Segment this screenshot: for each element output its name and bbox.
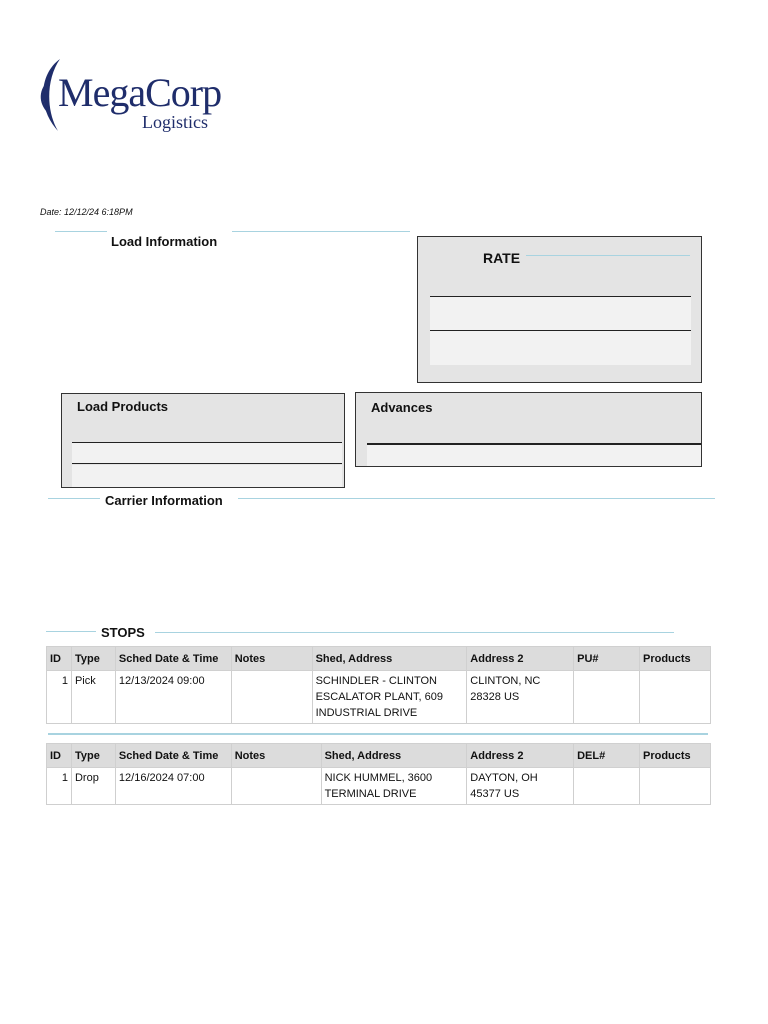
drop-stops-table [46, 743, 711, 805]
cell-id: 1 [47, 671, 72, 724]
pickup-stops-table [46, 646, 711, 724]
divider-rule [155, 632, 674, 633]
table-header-row [47, 744, 711, 768]
section-title-load-information: Load Information [111, 234, 218, 249]
column-header: Type [71, 647, 115, 671]
cell-sched: 12/13/2024 09:00 [115, 671, 231, 724]
rate-title: RATE [483, 250, 521, 266]
rate-row [430, 331, 691, 365]
cell-sched: 12/16/2024 07:00 [115, 768, 231, 805]
print-date: Date: 12/12/24 6:18PM [40, 207, 133, 217]
divider-line [367, 443, 701, 445]
product-row [72, 443, 342, 463]
cell-notes [231, 768, 321, 805]
advances-panel [355, 392, 702, 467]
cell-products [640, 768, 711, 805]
section-title-stops: STOPS [101, 625, 145, 640]
column-header: Type [71, 744, 115, 768]
advance-row [367, 444, 701, 466]
rate-panel [417, 236, 702, 383]
divider-rule [46, 631, 96, 632]
column-header: Shed, Address [321, 744, 467, 768]
cell-del-number [574, 768, 640, 805]
column-header: Products [640, 647, 711, 671]
column-header: Sched Date & Time [115, 647, 231, 671]
cell-address2: CLINTON, NC 28328 US [467, 671, 574, 724]
company-logo [30, 55, 240, 135]
column-header: Address 2 [467, 647, 574, 671]
product-row [72, 465, 342, 487]
cell-products [640, 671, 711, 724]
table-row [47, 671, 711, 724]
section-title-carrier-information: Carrier Information [105, 493, 223, 508]
column-header: Address 2 [467, 744, 574, 768]
rate-row [430, 297, 691, 330]
column-header: ID [47, 744, 72, 768]
divider-rule [238, 498, 715, 499]
cell-type: Pick [71, 671, 115, 724]
divider-rule [48, 733, 708, 735]
cell-address2: DAYTON, OH 45377 US [467, 768, 574, 805]
load-products-panel [61, 393, 345, 488]
cell-notes [231, 671, 312, 724]
cell-address: NICK HUMMEL, 3600 TERMINAL DRIVE [321, 768, 467, 805]
cell-id: 1 [47, 768, 72, 805]
column-header: Notes [231, 744, 321, 768]
divider-rule [48, 498, 100, 499]
column-header: PU# [574, 647, 640, 671]
table-header-row [47, 647, 711, 671]
divider-line [72, 463, 342, 464]
column-header: ID [47, 647, 72, 671]
divider-line [430, 296, 691, 297]
advances-title: Advances [371, 400, 433, 415]
column-header: Notes [231, 647, 312, 671]
divider-rule [55, 231, 107, 232]
column-header: Sched Date & Time [115, 744, 231, 768]
divider-line [430, 330, 691, 331]
column-header: DEL# [574, 744, 640, 768]
load-products-title: Load Products [77, 399, 169, 414]
logo-wordmark: MegaCorp [58, 70, 222, 115]
column-header: Shed, Address [312, 647, 467, 671]
divider-line [72, 442, 342, 443]
divider-rule [526, 255, 690, 256]
column-header: Products [640, 744, 711, 768]
divider-rule [232, 231, 410, 232]
cell-address: SCHINDLER - CLINTON ESCALATOR PLANT, 609 INDUSTRIAL DRIVE [312, 671, 467, 724]
logo-subtitle: Logistics [142, 112, 208, 132]
cell-pu-number [574, 671, 640, 724]
cell-type: Drop [71, 768, 115, 805]
table-row [47, 768, 711, 805]
